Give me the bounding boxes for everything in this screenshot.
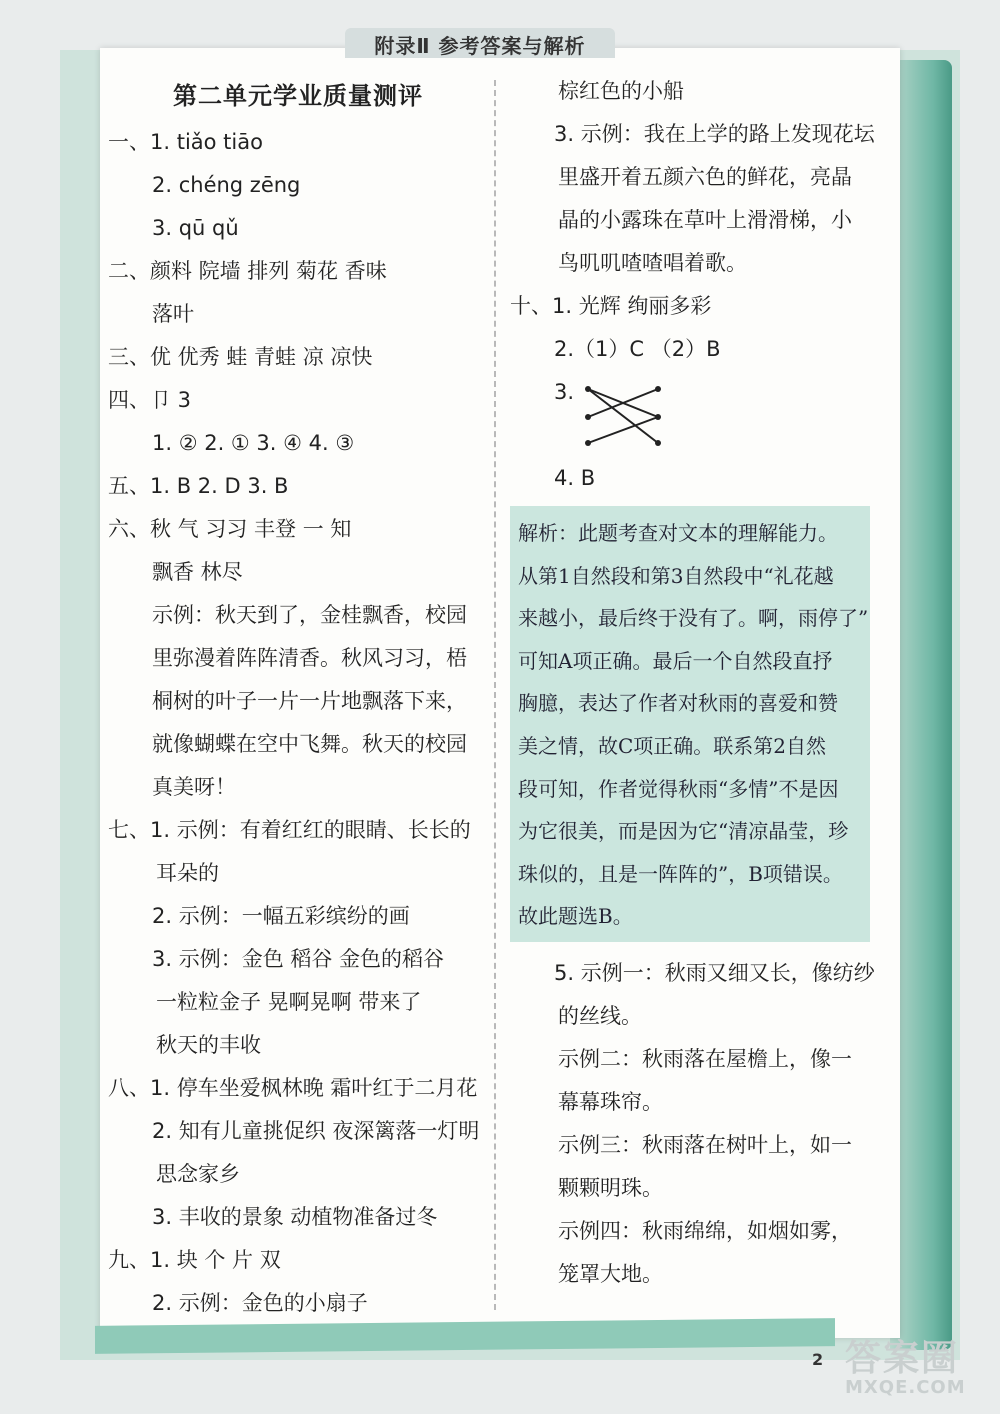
answer-line: 幕幕珠帘。 <box>558 1089 663 1114</box>
answer-line: 2. 示例：金色的小扇子 <box>152 1291 368 1315</box>
matching-lines-diagram <box>578 379 698 465</box>
answer-line: 五、1. B 2. D 3. B <box>108 474 289 498</box>
analysis-line: 来越小，最后终于没有了。啊，雨停了” <box>518 606 869 631</box>
answer-line: 四、卩 3 <box>108 388 192 412</box>
answer-line: 1. ② 2. ① 3. ④ 4. ③ <box>152 431 355 455</box>
answer-line: 飘香 林尽 <box>152 560 243 584</box>
analysis-line: 解析：此题考查对文本的理解能力。 <box>518 521 838 545</box>
answer-line: 示例四：秋雨绵绵，如烟如雾， <box>558 1218 852 1243</box>
analysis-line: 珠似的，且是一阵阵的”，B项错误。 <box>518 861 843 886</box>
answer-line: 十、1. 光辉 绚丽多彩 <box>510 294 712 318</box>
answer-line: 落叶 <box>152 302 194 326</box>
answer-line: 颗颗明珠。 <box>558 1175 663 1200</box>
answer-line: 一粒粒金子 晃啊晃啊 带来了 <box>156 990 422 1014</box>
answer-line: 桐树的叶子一片一片地飘落下来， <box>152 689 467 713</box>
analysis-line: 胸臆，表达了作者对秋雨的喜爱和赞 <box>518 691 838 716</box>
answer-line: 3. 丰收的景象 动植物准备过冬 <box>152 1205 438 1229</box>
answer-line: 2. 知有儿童挑促织 夜深篱落一灯明 <box>152 1119 480 1143</box>
answer-line: 笼罩大地。 <box>558 1261 663 1286</box>
answer-line: 2. chéng zēng <box>152 173 301 197</box>
answer-line: 思念家乡 <box>156 1162 240 1186</box>
answer-line: 七、1. 示例：有着红红的眼睛、长长的 <box>108 818 471 842</box>
answer-line: 的丝线。 <box>558 1003 642 1028</box>
answer-line: 示例二：秋雨落在屋檐上，像一 <box>558 1046 852 1071</box>
answer-line: 里盛开着五颜六色的鲜花，亮晶 <box>558 165 852 189</box>
analysis-line: 故此题选B。 <box>518 904 633 929</box>
section-title: 第二单元学业质量测评 <box>173 82 423 110</box>
answer-line: 六、秋 气 习习 丰登 一 知 <box>108 517 352 541</box>
analysis-line: 美之情，故C项正确。联系第2自然 <box>518 733 827 758</box>
analysis-line: 可知A项正确。最后一个自然段直抒 <box>518 648 833 673</box>
answer-line: 二、颜料 院墙 排列 菊花 香味 <box>108 259 387 283</box>
page-number: 2 <box>812 1350 824 1369</box>
answer-line: 九、1. 块 个 片 双 <box>108 1248 281 1272</box>
analysis-line: 为它很美，而是因为它“清凉晶莹，珍 <box>518 819 849 844</box>
analysis-line: 段可知，作者觉得秋雨“多情”不是因 <box>518 776 839 801</box>
analysis-line: 从第1自然段和第3自然段中“礼花越 <box>518 563 834 588</box>
answer-line: 5. 示例一：秋雨又细又长，像纺纱 <box>554 960 875 985</box>
answer-line: 秋天的丰收 <box>156 1033 261 1057</box>
answer-line: 一、1. tiǎo tiāo <box>108 130 263 154</box>
answer-line: 3. 示例：金色 稻谷 金色的稻谷 <box>152 947 445 971</box>
column-divider <box>494 80 496 1310</box>
answer-line: 3. 示例：我在上学的路上发现花坛 <box>554 122 875 146</box>
left-column <box>108 70 488 1325</box>
header-title: 附录Ⅱ 参考答案与解析 <box>374 34 586 58</box>
answer-line: 鸟叽叽喳喳唱着歌。 <box>558 251 747 275</box>
answer-line: 三、优 优秀 蛙 青蛙 凉 凉快 <box>108 345 373 369</box>
answer-line: 棕红色的小船 <box>558 79 684 103</box>
watermark-url: MXQE.COM <box>845 1377 966 1398</box>
answer-line: 里弥漫着阵阵清香。秋风习习，梧 <box>152 646 467 670</box>
answer-line: 3. qū qǔ <box>152 216 239 240</box>
answer-line: 2. 示例：一幅五彩缤纷的画 <box>152 904 410 928</box>
answer-line: 真美呀！ <box>152 775 236 799</box>
answer-line: 晶的小露珠在草叶上滑滑梯，小 <box>558 208 852 232</box>
answer-line: 2.（1）C （2）B <box>554 337 721 361</box>
watermark-logo <box>845 1330 995 1410</box>
right-column <box>510 70 875 1296</box>
answer-line: 耳朵的 <box>156 861 219 885</box>
answer-line: 就像蝴蝶在空中飞舞。秋天的校园 <box>152 732 467 756</box>
answer-label: 3. <box>554 380 575 404</box>
answer-line: 八、1. 停车坐爱枫林晚 霜叶红于二月花 <box>108 1076 478 1100</box>
answer-line: 示例：秋天到了，金桂飘香，校园 <box>152 603 467 627</box>
matching-answer <box>510 371 870 457</box>
answer-line: 示例三：秋雨落在树叶上，如一 <box>558 1132 852 1157</box>
watermark-text: 答案圈 <box>845 1338 960 1379</box>
analysis-box <box>510 506 870 942</box>
answer-line: 4. B <box>554 466 596 490</box>
